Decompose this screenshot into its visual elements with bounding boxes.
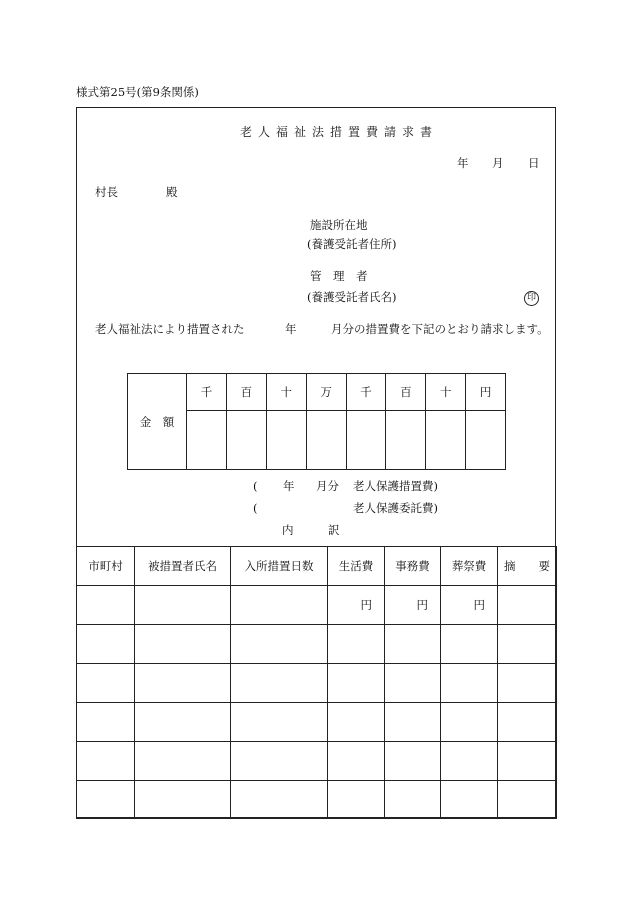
detail-cell[interactable]	[498, 703, 557, 742]
detail-cell[interactable]	[385, 703, 441, 742]
detail-header: 生活費	[328, 547, 385, 586]
detail-cell[interactable]	[441, 703, 498, 742]
detail-cell[interactable]	[441, 625, 498, 664]
amount-label: 金 額	[128, 374, 187, 470]
detail-cell[interactable]	[231, 664, 328, 703]
detail-header: 摘 要	[498, 547, 557, 586]
detail-header: 事務費	[385, 547, 441, 586]
detail-cell[interactable]	[498, 625, 557, 664]
detail-cell[interactable]	[135, 664, 231, 703]
detail-cell[interactable]	[498, 664, 557, 703]
table-row	[77, 586, 557, 625]
detail-cell[interactable]	[77, 664, 135, 703]
detail-cell[interactable]	[385, 664, 441, 703]
table-row	[77, 625, 557, 664]
amount-digit-cell[interactable]	[346, 411, 386, 470]
facility-location-sub: (養護受託者住所)	[307, 237, 397, 251]
amount-table	[127, 373, 506, 470]
detail-cell[interactable]	[231, 586, 328, 625]
breakdown-line2-item: 老人保護委託費)	[353, 501, 438, 515]
amount-unit: 十	[266, 374, 306, 411]
detail-cell[interactable]	[385, 742, 441, 781]
amount-unit: 万	[306, 374, 346, 411]
amount-unit: 十	[426, 374, 466, 411]
amount-digit-cell[interactable]	[426, 411, 466, 470]
amount-unit: 千	[187, 374, 227, 411]
detail-cell[interactable]	[328, 703, 385, 742]
funeral-cost-yen[interactable]: 円	[441, 586, 498, 625]
statement-year: 年	[285, 322, 297, 336]
breakdown-line2-open: (	[253, 501, 258, 515]
breakdown-line1-item: 老人保護措置費)	[353, 479, 438, 493]
detail-cell[interactable]	[498, 781, 557, 819]
detail-cell[interactable]	[385, 625, 441, 664]
amount-unit: 百	[226, 374, 266, 411]
detail-table	[76, 546, 557, 819]
detail-cell[interactable]	[328, 781, 385, 819]
detail-cell[interactable]	[77, 703, 135, 742]
detail-cell[interactable]	[441, 664, 498, 703]
office-cost-yen[interactable]: 円	[385, 586, 441, 625]
amount-unit: 百	[386, 374, 426, 411]
statement-part2: 月分の措置費を下記のとおり請求します。	[331, 322, 549, 336]
amount-digit-cell[interactable]	[266, 411, 306, 470]
detail-cell[interactable]	[77, 781, 135, 819]
addressee-name: 村長	[95, 185, 118, 199]
amount-digit-cell[interactable]	[466, 411, 506, 470]
table-row	[77, 742, 557, 781]
amount-digit-cell[interactable]	[386, 411, 426, 470]
facility-location-label: 施設所在地	[310, 218, 368, 232]
amount-digit-cell[interactable]	[226, 411, 266, 470]
detail-header: 市町村	[77, 547, 135, 586]
form-number: 様式第25号(第9条関係)	[76, 85, 199, 99]
date-month: 月	[492, 156, 504, 170]
detail-cell[interactable]	[135, 625, 231, 664]
detail-cell[interactable]	[328, 664, 385, 703]
detail-cell[interactable]	[231, 625, 328, 664]
detail-cell[interactable]	[135, 586, 231, 625]
breakdown-heading: 内 訳	[282, 523, 340, 537]
breakdown-line1-year: 年	[283, 479, 295, 493]
detail-cell[interactable]	[328, 742, 385, 781]
date-day: 日	[528, 156, 540, 170]
breakdown-line1-month: 月分	[316, 479, 339, 493]
form-title: 老人福祉法措置費請求書	[240, 125, 439, 139]
manager-label: 管 理 者	[310, 269, 368, 283]
detail-header: 入所措置日数	[231, 547, 328, 586]
detail-cell[interactable]	[441, 781, 498, 819]
detail-cell[interactable]	[231, 703, 328, 742]
detail-cell[interactable]	[231, 742, 328, 781]
seal-mark: 印	[524, 291, 539, 306]
detail-cell[interactable]	[77, 625, 135, 664]
addressee-honorific: 殿	[166, 185, 178, 199]
detail-cell[interactable]	[77, 742, 135, 781]
detail-cell[interactable]	[77, 586, 135, 625]
statement-part1: 老人福祉法により措置された	[95, 322, 245, 336]
detail-cell[interactable]	[328, 625, 385, 664]
detail-cell[interactable]	[385, 781, 441, 819]
breakdown-line1-open: (	[253, 479, 258, 493]
detail-cell[interactable]	[498, 742, 557, 781]
manager-sub: (養護受託者氏名)	[307, 290, 397, 304]
living-cost-yen[interactable]: 円	[328, 586, 385, 625]
detail-cell[interactable]	[135, 703, 231, 742]
detail-cell[interactable]	[135, 742, 231, 781]
detail-cell[interactable]	[135, 781, 231, 819]
detail-header: 葬祭費	[441, 547, 498, 586]
detail-cell[interactable]	[231, 781, 328, 819]
date-year: 年	[457, 156, 469, 170]
table-row	[77, 781, 557, 819]
amount-digit-cell[interactable]	[306, 411, 346, 470]
detail-header: 被措置者氏名	[135, 547, 231, 586]
table-row	[77, 703, 557, 742]
amount-unit: 円	[466, 374, 506, 411]
amount-digit-cell[interactable]	[187, 411, 227, 470]
detail-cell[interactable]	[441, 742, 498, 781]
detail-cell[interactable]	[498, 586, 557, 625]
amount-unit: 千	[346, 374, 386, 411]
table-row	[77, 664, 557, 703]
